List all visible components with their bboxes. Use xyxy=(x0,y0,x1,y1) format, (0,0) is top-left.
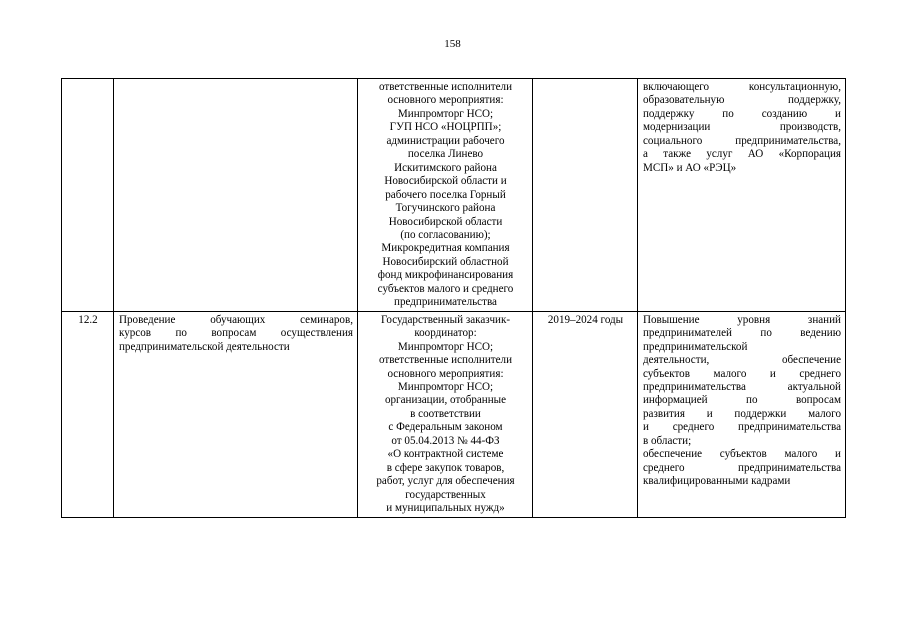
responsible-line: субъектов малого и среднего xyxy=(377,282,514,295)
responsible-line: Государственный заказчик- xyxy=(380,313,511,326)
cell-expected-result xyxy=(638,79,846,312)
responsible-line: Минпромторг НСО; xyxy=(397,340,494,353)
cell-expected-result xyxy=(638,311,846,517)
responsible-line: работ, услуг для обеспечения xyxy=(376,475,515,488)
page-number: 158 xyxy=(444,38,461,50)
cell-number xyxy=(62,79,114,312)
result-line: обеспечение субъектов малого и xyxy=(643,448,841,461)
result-line: предпринимателей по ведению xyxy=(643,327,841,340)
responsible-line: основного мероприятия: xyxy=(387,94,504,107)
measure-name-line: Проведение обучающих семинаров, xyxy=(119,313,353,326)
responsible-line: Минпромторг НСО; xyxy=(397,107,494,120)
result-line: МСП» и АО «РЭЦ» xyxy=(643,161,737,174)
table-body xyxy=(62,79,846,518)
responsible-line: предпринимательства xyxy=(394,296,497,309)
result-line: и среднего предпринимательства xyxy=(643,421,841,434)
result-line: модернизации производств, xyxy=(643,121,841,134)
responsible-line: ГУП НСО «НОЦРПП»; xyxy=(389,121,502,134)
result-line: предпринимательской xyxy=(643,340,748,353)
responsible-line: Новосибирский областной xyxy=(382,255,509,268)
result-line: информацией по вопросам xyxy=(643,394,841,407)
result-line: социального предпринимательства, xyxy=(643,134,841,147)
cell-number: 12.2 xyxy=(62,311,114,517)
responsible-line: с Федеральным законом xyxy=(388,421,503,434)
responsible-line: (по согласованию); xyxy=(400,228,491,241)
responsible-line: государственных xyxy=(405,488,486,501)
cell-period: 2019–2024 годы xyxy=(533,311,638,517)
responsible-line: Новосибирской области xyxy=(388,215,503,228)
responsible-line: рабочего поселка Горный xyxy=(385,188,506,201)
responsible-line: Минпромторг НСО; xyxy=(397,380,494,393)
measures-table xyxy=(61,78,846,518)
responsible-line: ответственные исполнители xyxy=(378,81,513,93)
result-line: образовательную поддержку, xyxy=(643,94,841,107)
responsible-line: поселка Линево xyxy=(407,148,484,161)
result-line: поддержку по созданию и xyxy=(643,107,841,120)
responsible-line: фонд микрофинансирования xyxy=(377,269,514,282)
responsible-line: основного мероприятия: xyxy=(387,367,504,380)
result-line: субъектов малого и среднего xyxy=(643,367,841,380)
table-row xyxy=(62,311,846,517)
cell-responsible xyxy=(358,79,533,312)
cell-measure-name xyxy=(114,79,358,312)
responsible-line: Микрокредитная компания xyxy=(381,242,510,255)
result-line: предпринимательства актуальной xyxy=(643,380,841,393)
cell-responsible xyxy=(358,311,533,517)
responsible-line: Новосибирской области и xyxy=(384,175,507,188)
responsible-line: в соответствии xyxy=(410,407,481,420)
cell-measure-name xyxy=(114,311,358,517)
responsible-line: ответственные исполнители xyxy=(378,354,513,367)
cell-period xyxy=(533,79,638,312)
measure-name-line: курсов по вопросам осуществления xyxy=(119,327,353,340)
table-row xyxy=(62,79,846,312)
result-line: среднего предпринимательства xyxy=(643,461,841,474)
responsible-line: «О контрактной системе xyxy=(387,448,504,461)
responsible-line: организации, отобранные xyxy=(384,394,507,407)
result-line: а также услуг АО «Корпорация xyxy=(643,148,841,161)
result-line: развития и поддержки малого xyxy=(643,407,841,420)
responsible-line: в сфере закупок товаров, xyxy=(386,461,505,474)
result-line: Повышение уровня знаний xyxy=(643,313,841,326)
result-line: в области; xyxy=(643,434,692,447)
result-line: включающего консультационную, xyxy=(643,81,841,93)
responsible-line: Искитимского района xyxy=(394,161,497,174)
responsible-line: администрации рабочего xyxy=(386,134,505,147)
result-line: деятельности, обеспечение xyxy=(643,354,841,367)
responsible-line: от 05.04.2013 № 44-ФЗ xyxy=(391,434,500,447)
measure-name-line: предпринимательской деятельности xyxy=(119,340,290,353)
responsible-line: Тогучинского района xyxy=(395,202,496,215)
responsible-line: координатор: xyxy=(414,327,477,340)
responsible-line: и муниципальных нужд» xyxy=(386,502,505,515)
result-line: квалифицированными кадрами xyxy=(643,475,791,488)
